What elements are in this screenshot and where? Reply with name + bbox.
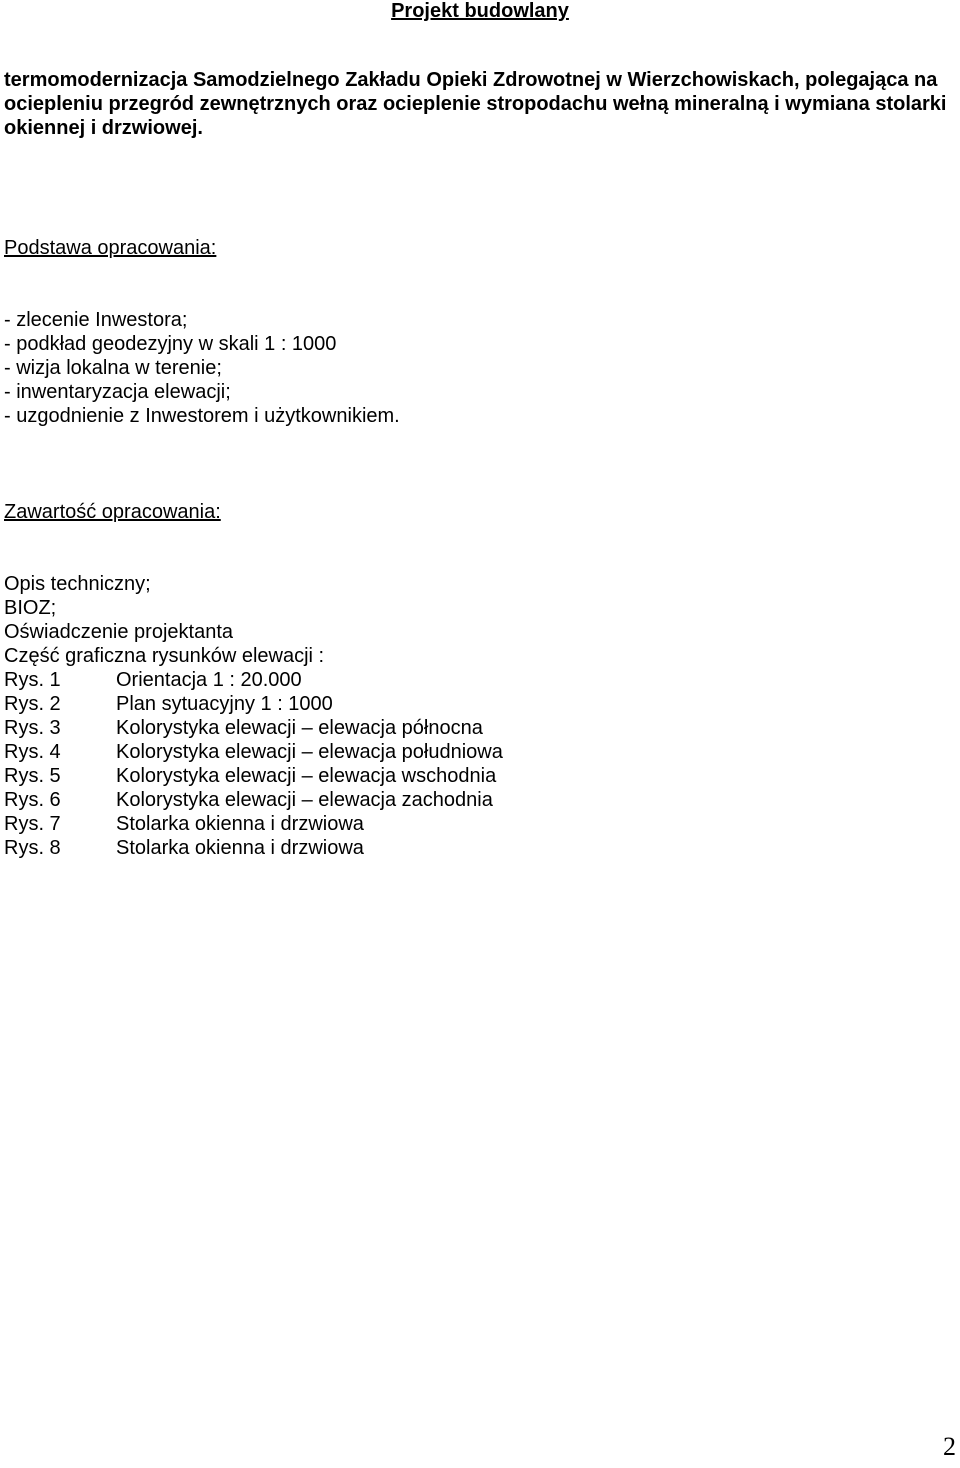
list-item: BIOZ; (4, 597, 57, 619)
contents-list (4, 572, 324, 668)
list-item: Opis techniczny; (4, 573, 151, 595)
drawing-number: Rys. 1 (4, 669, 61, 691)
list-item: - inwentaryzacja elewacji; (4, 381, 231, 403)
list-item: - wizja lokalna w terenie; (4, 357, 222, 379)
drawing-number: Rys. 5 (4, 765, 61, 787)
drawing-row (4, 836, 503, 860)
drawing-number: Rys. 4 (4, 741, 61, 763)
drawing-description: Stolarka okienna i drzwiowa (116, 813, 364, 835)
document-title: Projekt budowlany (391, 0, 569, 22)
list-item: - zlecenie Inwestora; (4, 309, 188, 331)
drawing-row (4, 668, 503, 692)
list-item: - uzgodnienie z Inwestorem i użytkownikiem. (4, 405, 400, 427)
drawing-number: Rys. 6 (4, 789, 61, 811)
basis-list (4, 308, 400, 428)
drawing-row (4, 692, 503, 716)
drawing-description: Kolorystyka elewacji – elewacja północna (116, 717, 483, 739)
drawing-row (4, 764, 503, 788)
drawing-description: Kolorystyka elewacji – elewacja zachodnia (116, 789, 493, 811)
drawings-list (4, 668, 503, 860)
drawing-description: Kolorystyka elewacji – elewacja wschodnia (116, 765, 497, 787)
drawing-number: Rys. 8 (4, 837, 61, 859)
drawing-number: Rys. 2 (4, 693, 61, 715)
page-number: 2 (943, 1432, 956, 1461)
drawing-description: Kolorystyka elewacji – elewacja południowa (116, 741, 503, 763)
list-item: Oświadczenie projektanta (4, 621, 234, 643)
list-item: Część graficzna rysunków elewacji : (4, 645, 325, 667)
list-item: - podkład geodezyjny w skali 1 : 1000 (4, 333, 337, 355)
drawing-row (4, 788, 503, 812)
contents-heading: Zawartość opracowania: (4, 501, 221, 523)
project-description: termomodernizacja Samodzielnego Zakładu Opieki Zdrowotnej w Wierzchowiskach, polegająca na ociepleniu przegród zewnętrznych oraz ocieplenie stropodachu wełną mineralną i wymiana stolarki okiennej i drzwiowej. (4, 69, 947, 139)
drawing-description: Orientacja 1 : 20.000 (116, 669, 302, 691)
drawing-row (4, 812, 503, 836)
drawing-number: Rys. 3 (4, 717, 61, 739)
drawing-description: Stolarka okienna i drzwiowa (116, 837, 364, 859)
basis-heading: Podstawa opracowania: (4, 237, 217, 259)
drawing-number: Rys. 7 (4, 813, 61, 835)
drawing-row (4, 716, 503, 740)
drawing-description: Plan sytuacyjny 1 : 1000 (116, 693, 333, 715)
drawing-row (4, 740, 503, 764)
